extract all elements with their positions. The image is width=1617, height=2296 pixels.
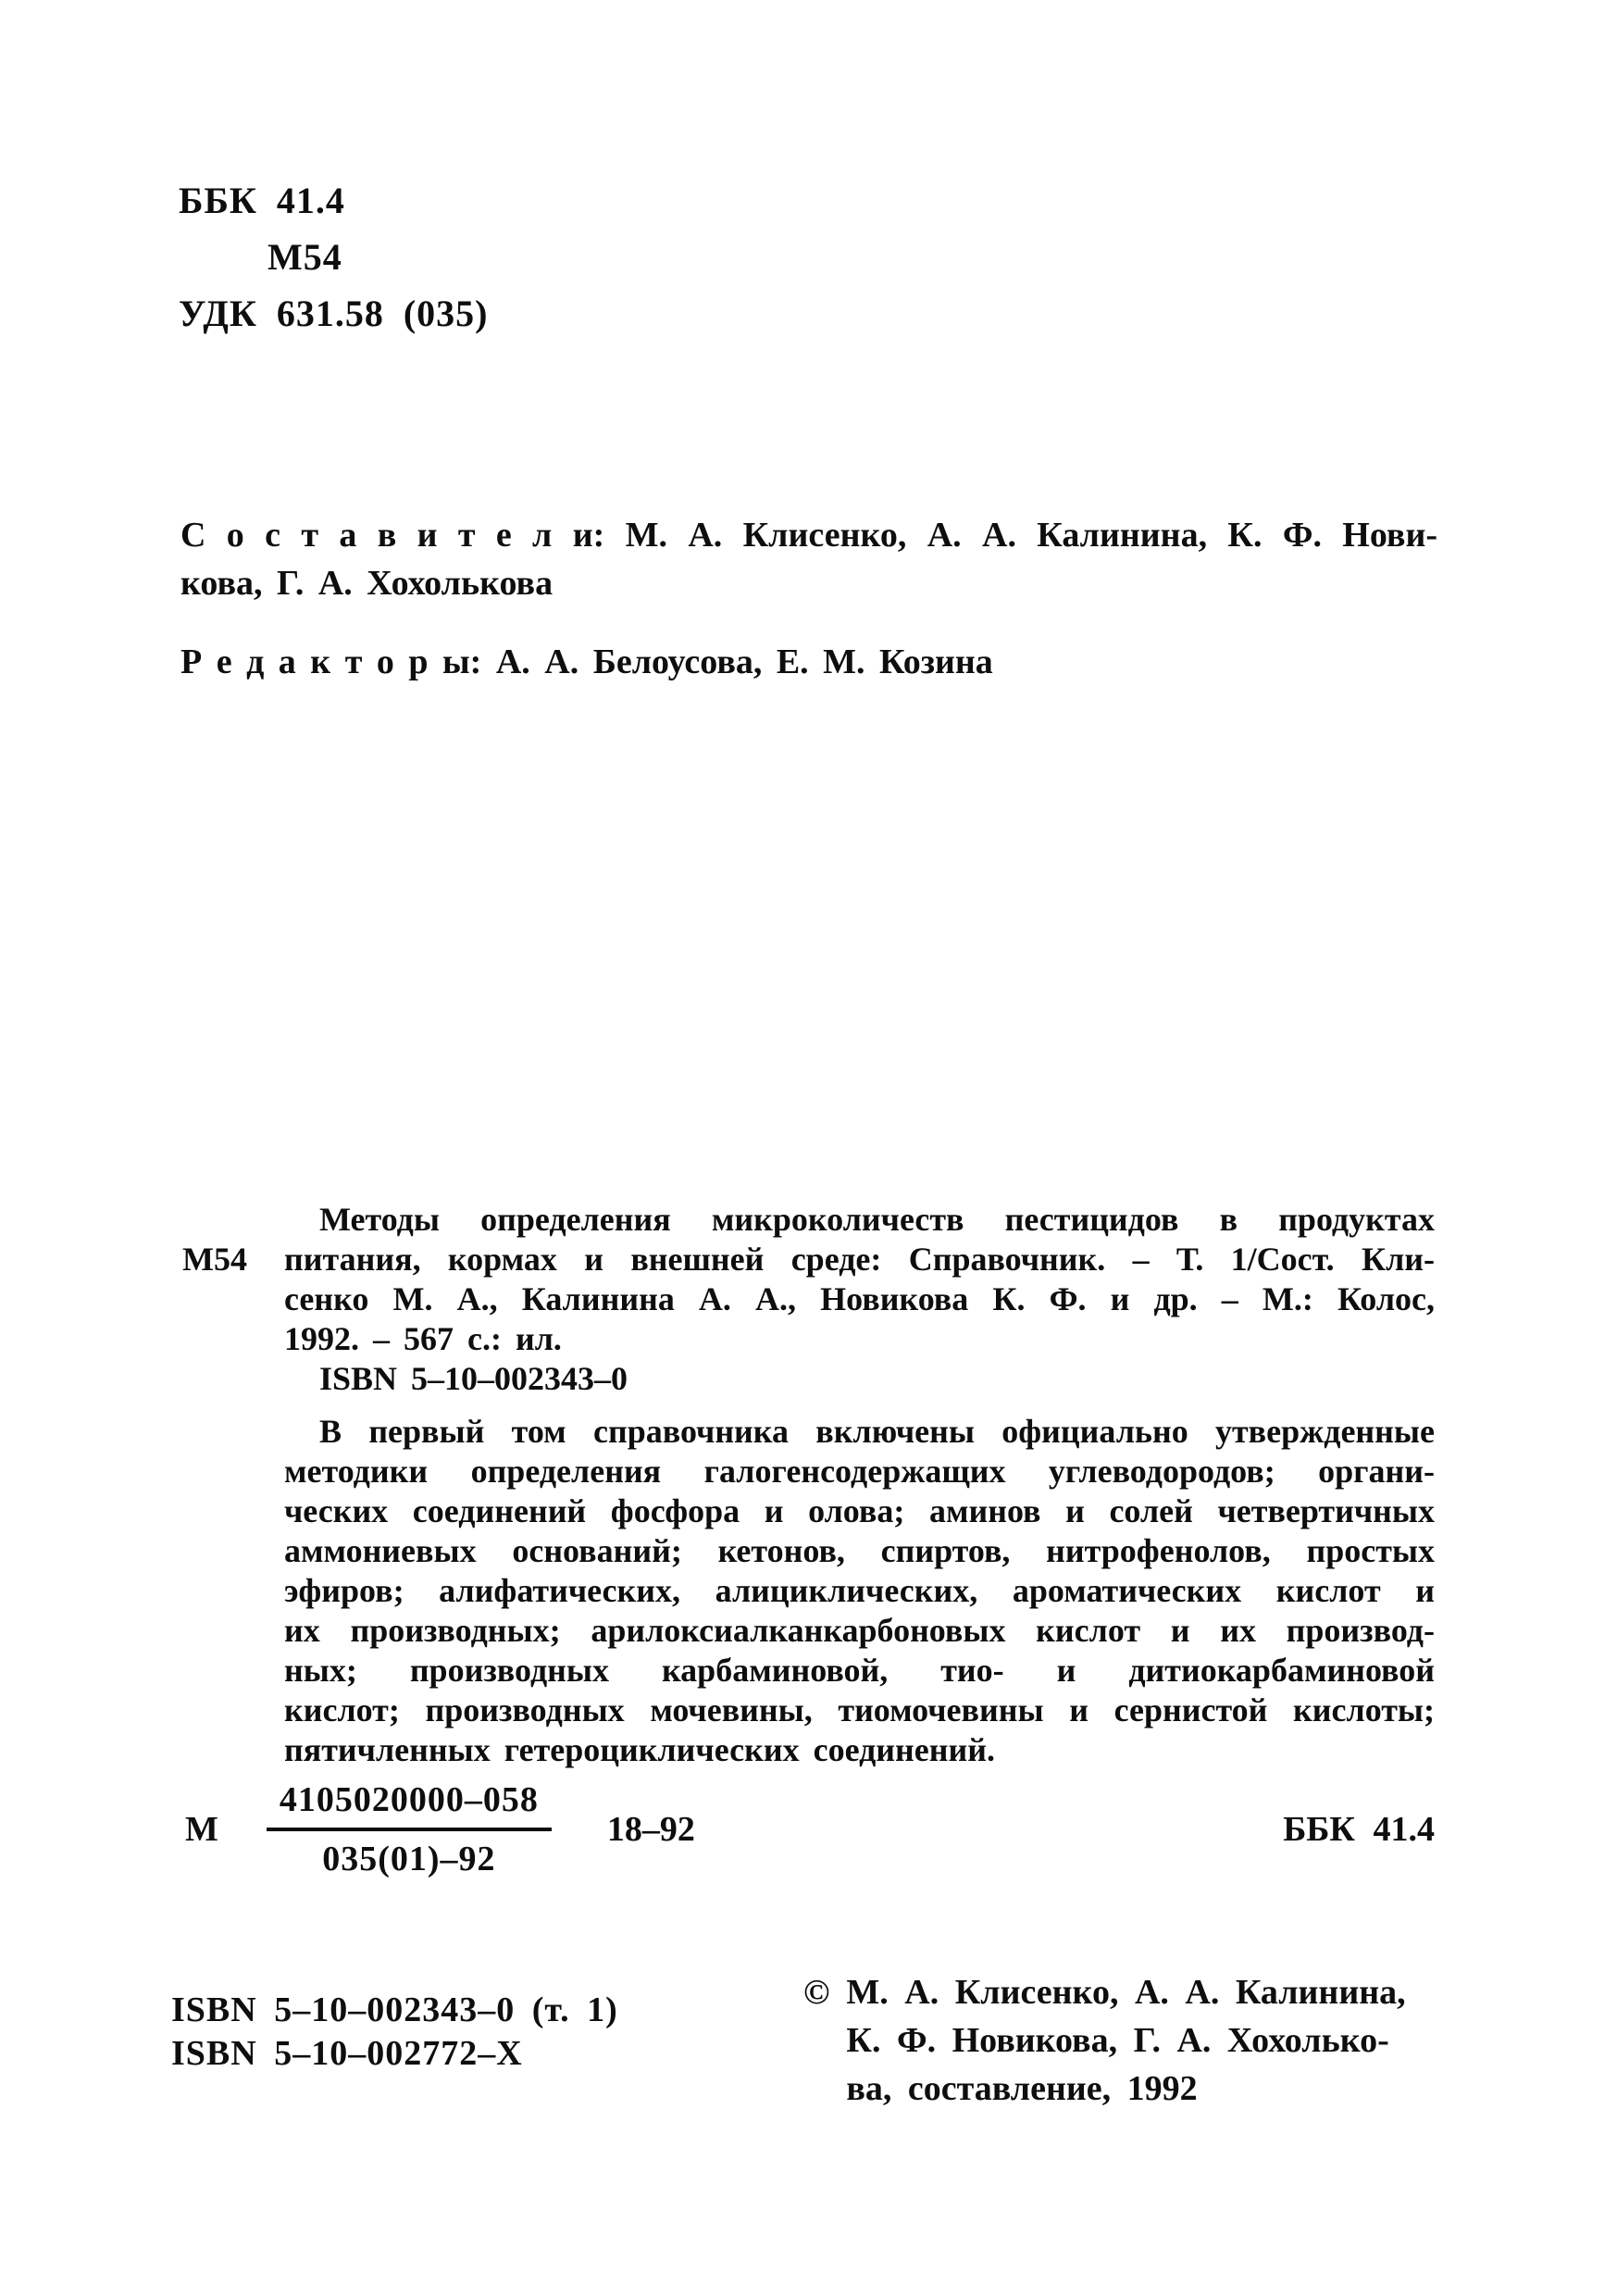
imprint-year-code: 18–92 xyxy=(606,1810,695,1849)
catalog-isbn-line: ISBN 5–10–002343–0 xyxy=(319,1360,628,1397)
editors-block xyxy=(180,638,1437,686)
udk-code: УДК 631.58 (035) xyxy=(179,293,489,334)
copyright-lines xyxy=(846,1968,1405,2113)
classification-codes xyxy=(179,172,488,342)
copyright-line: ва, составление, 1992 xyxy=(846,2069,1198,2108)
copyright-symbol: © xyxy=(803,1973,830,2012)
imprint-fraction-numerator: 4105020000–058 xyxy=(267,1779,552,1831)
imprint-code-row xyxy=(185,1779,1435,1879)
abstract-line: ческих соединений фосфора и олова; аминов и солей четвертичных xyxy=(284,1492,1435,1529)
imprint-fraction-denominator: 035(01)–92 xyxy=(322,1840,496,1878)
imprint-fraction xyxy=(267,1779,552,1879)
abstract-line: методики определения галогенсодержащих углеводородов; органи- xyxy=(284,1453,1435,1490)
m54-code: М54 xyxy=(267,236,342,278)
abstract-line: ных; производных карбаминовой, тио- и дитиокарбаминовой xyxy=(284,1652,1435,1689)
bbk-code-right: ББК 41.4 xyxy=(1283,1810,1435,1849)
catalog-line: Методы определения микроколичеств пестицидов в продуктах xyxy=(319,1201,1435,1238)
abstract-line: пятичленных гетероциклических соединений. xyxy=(284,1731,995,1768)
compilers-block xyxy=(180,511,1437,607)
catalog-line: сенко М. А., Калинина А. А., Новикова К. Ф. и др. – М.: Колос, xyxy=(284,1280,1435,1317)
abstract-line: эфиров; алифатических, алициклических, ароматических кислот и xyxy=(284,1572,1435,1609)
isbn-block xyxy=(171,1989,618,2076)
spacer xyxy=(284,1399,1435,1412)
isbn-line: ISBN 5–10–002772–X xyxy=(171,2034,523,2073)
abstract-line: В первый том справочника включены официально утвержденные xyxy=(319,1413,1435,1450)
abstract-line: их производных; арилоксиалканкарбоновых кислот и их производ- xyxy=(284,1612,1435,1649)
compilers-line: кова, Г. А. Хохолькова xyxy=(180,564,554,603)
catalog-line: 1992. – 567 с.: ил. xyxy=(284,1320,562,1357)
isbn-line: ISBN 5–10–002343–0 (т. 1) xyxy=(171,1990,618,2029)
catalog-line: питания, кормах и внешней среде: Справочник. – Т. 1/Сост. Кли- xyxy=(284,1241,1435,1278)
copyright-block xyxy=(803,1968,1406,2113)
compilers-line: С о с т а в и т е л и: М. А. Клисенко, А. А. Калинина, К. Ф. Нови- xyxy=(180,516,1437,555)
imprint-m-label: М xyxy=(185,1810,218,1849)
catalog-hanging-label: М54 xyxy=(182,1241,247,1278)
editors-line: Р е д а к т о р ы: А. А. Белоусова, Е. М. Козина xyxy=(180,643,993,681)
copyright-line: К. Ф. Новикова, Г. А. Хохолько- xyxy=(846,2021,1389,2060)
copyright-line: М. А. Клисенко, А. А. Калинина, xyxy=(846,1973,1406,2012)
abstract-line: кислот; производных мочевины, тиомочевины и сернистой кислоты; xyxy=(284,1691,1435,1728)
catalog-card xyxy=(182,1200,1435,1770)
bbk-code: ББК 41.4 xyxy=(179,180,345,221)
abstract-line: аммониевых оснований; кетонов, спиртов, нитрофенолов, простых xyxy=(284,1532,1435,1569)
